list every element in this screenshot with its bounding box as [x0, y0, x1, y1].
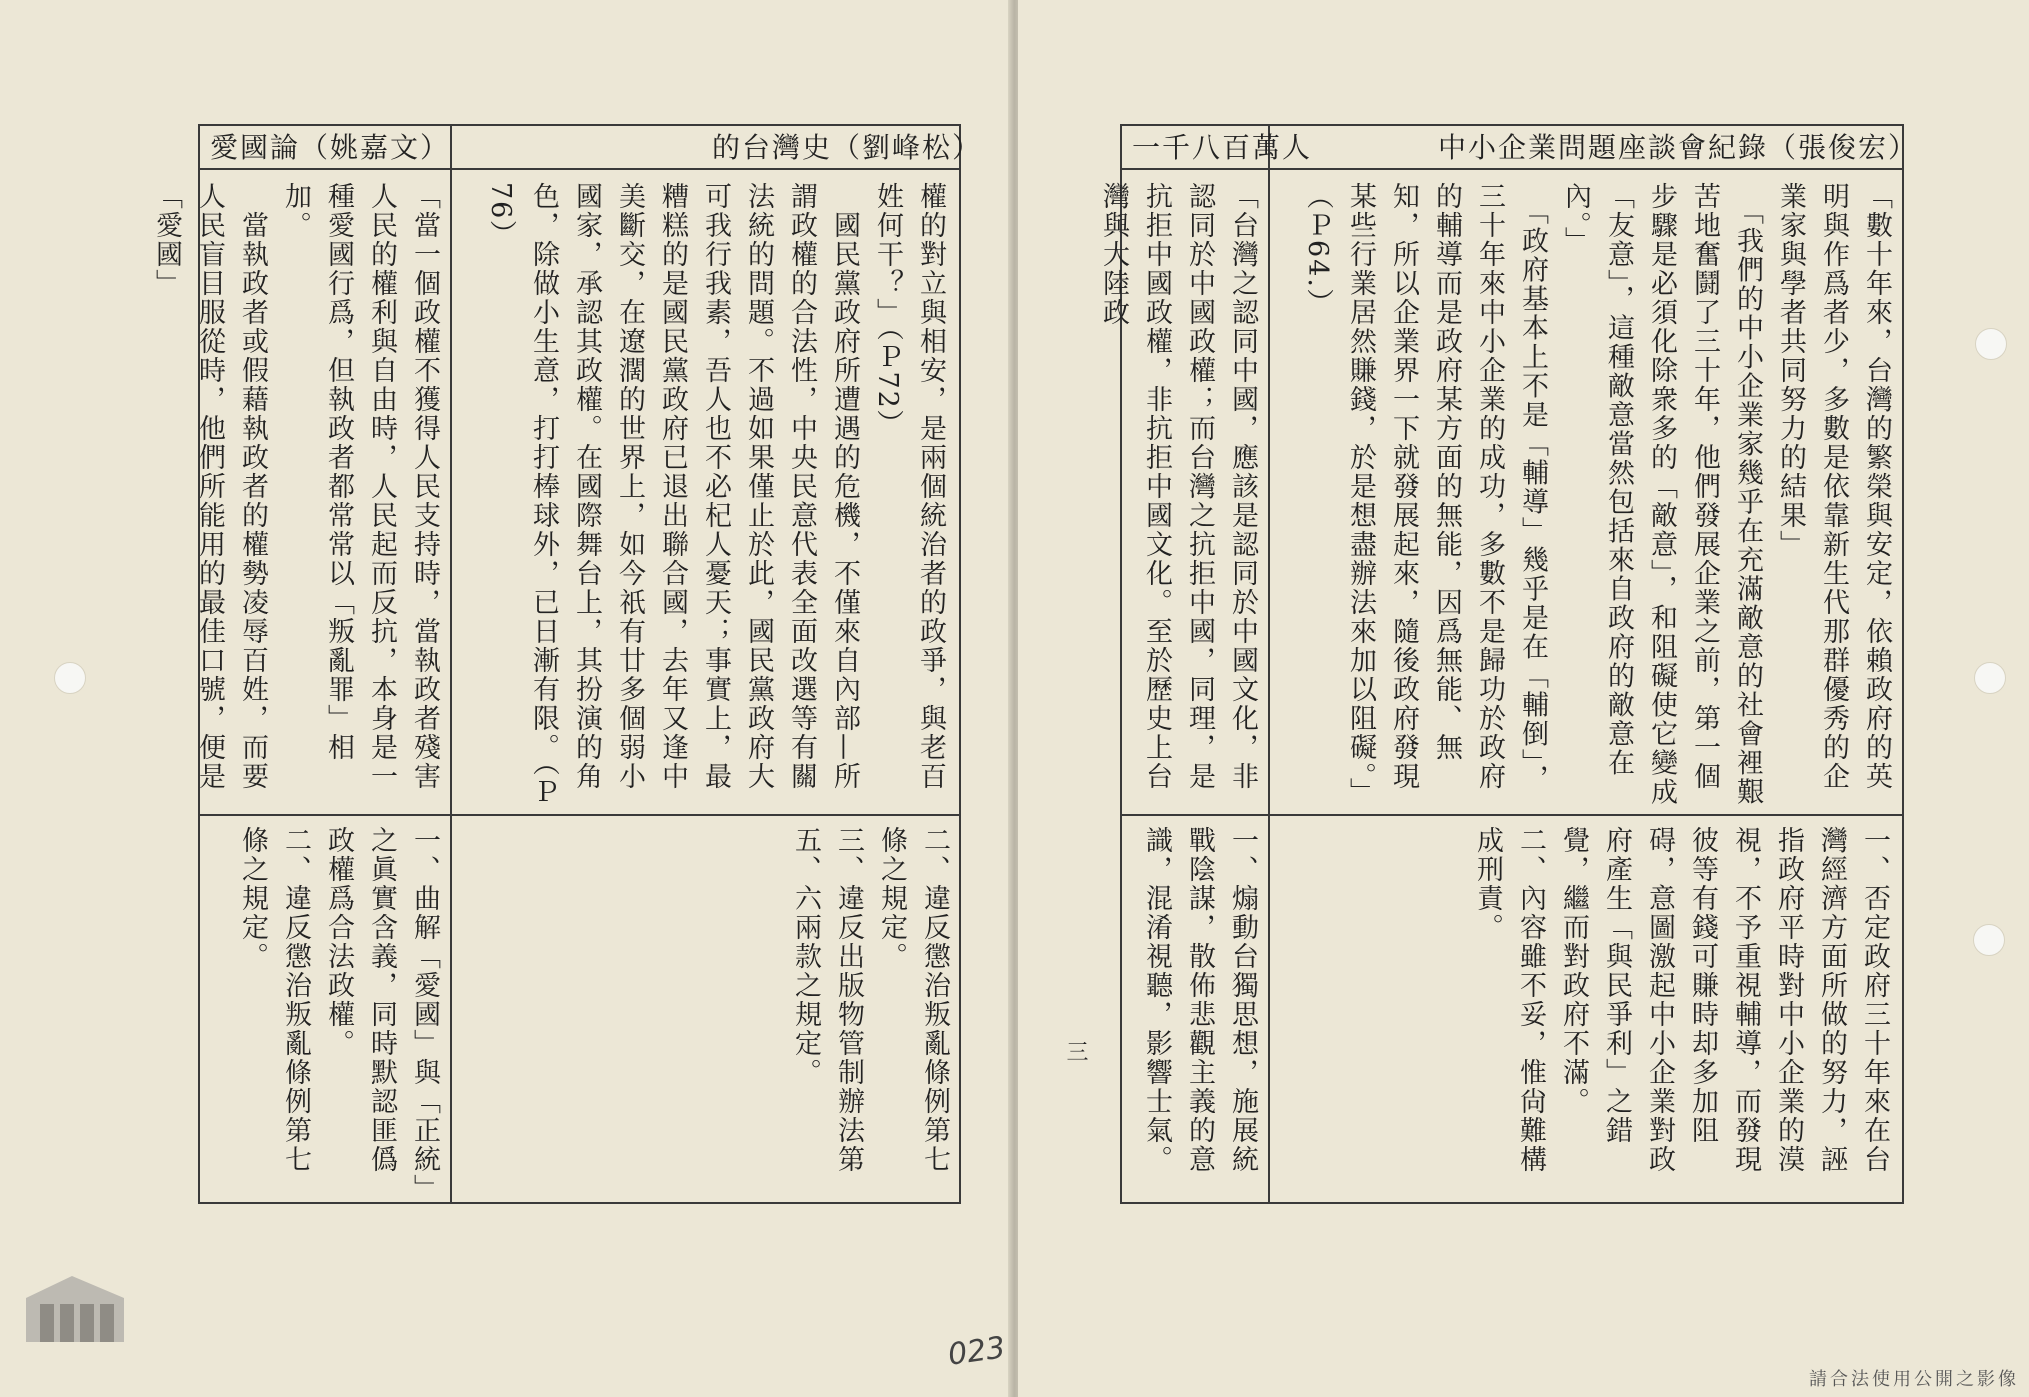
left-page — [0, 0, 1012, 1397]
header-right-article: 中小企業問題座談會紀錄（張俊宏） — [1438, 131, 1919, 164]
handwritten-page-number: 023 — [945, 1330, 1008, 1373]
header-right-article: 的台灣史（劉峰松） — [712, 131, 983, 164]
right-page-body-right: 「數十年來，台灣的繁榮與安定，依賴政府的英明與作爲者少，多數是依靠新生代那群優秀的企業家與學者共同努力的結果」 「我們的中小企業家幾乎在充滿敵意的社會裡艱苦地奮鬪了三十年，他們發展企業之前，第一個步驟是必須化除衆多的「敵意」，和阻礙使它變成「友意」，這種敵意當然包括來自政府的敵意在內。」 「政府基本上不是「輔導」幾乎是在「輔倒」，三十年來中小企業的成功，多數不是歸功於政府的輔導而是政府某方面的無能，因爲無能、無知，所以企業界一下就發展起來，隨後政府發現某些行業居然賺錢，於是想盡辦法來加以阻礙。」（Ｐ64.） — [1302, 182, 1892, 807]
notes-rule — [198, 814, 961, 816]
right-page-body-left: 「台灣之認同中國，應該是認同於中國文化，非認同於中國政權；而台灣之抗拒中國，同理，是抗拒中國政權，非抗拒中國文化。至於歷史上台灣與大陸政 — [1098, 182, 1258, 791]
header-left-article: 一千八百萬人 — [1132, 131, 1313, 164]
watermark-text: 請合法使用公開之影像 — [1809, 1369, 2019, 1390]
binding-hole — [1975, 328, 2007, 360]
right-page — [1018, 0, 2029, 1397]
header-rule — [198, 168, 961, 170]
header-left-article: 愛國論（姚嘉文） — [210, 131, 451, 164]
notes-rule — [1120, 814, 1904, 816]
right-page-notes-right: 一、否定政府三十年來在台灣經濟方面所做的努力，誣指政府平時對中小企業的漠視，不予重視輔導，而發現彼等有錢可賺時却多加阻碍，意圖激起中小企業對政府產生「與民爭利」之錯覺，繼而對政府不滿。 二、內容雖不妥，惟尙難構成刑責。 — [1472, 826, 1890, 1174]
binding-hole — [1974, 662, 2006, 694]
page-number: 三 — [1063, 1040, 1088, 1062]
column-divider — [1268, 124, 1270, 1204]
left-page-body-left: 「當一個政權不獲得人民支持時，當執政者殘害人民的權利與自由時，人民起而反抗，本身是一種愛國行爲，但執政者都常常以「叛亂罪」相加。 當執政者或假藉執政者的權勢凌辱百姓，而要人民盲目服從時，他們所能用的最佳口號，便是「愛國」 — [151, 182, 440, 791]
binding-hole — [54, 662, 86, 694]
binding-hole — [1973, 924, 2005, 956]
left-page-notes-right: 二、違反懲治叛亂條例第七條之規定。 三、違反出版物管制辦法第五、六兩款之規定。 — [790, 826, 950, 1174]
left-page-notes-left: 一、曲解「愛國」與「正統」之眞實含義，同時默認匪僞政權爲合法政權。 二、違反懲治叛亂條例第七條之規定。 — [237, 826, 440, 1190]
right-page-notes-left: 一、煽動台獨思想，施展統戰陰謀，散佈悲觀主義的意識，混淆視聽，影響士氣。 — [1141, 826, 1258, 1174]
header-rule — [1120, 168, 1904, 170]
archive-logo-icon — [20, 1272, 128, 1352]
left-page-body-right: 權的對立與相安，是兩個統治者的政爭，與老百姓何干？」（Ｐ72） 國民黨政府所遭遇的危機，不僅來自內部—所謂政權的合法性，中央民意代表全面改選等有關法統的問題。不過如果僅止於此，國民黨政府大可我行我素，吾人也不必杞人憂天；事實上，最糟糕的是國民黨政府已退出聯合國，去年又逢中美斷交，在遼濶的世界上，如今祇有廿多個弱小國家，承認其政權。在國際舞台上，其扮演的角色，除做小生意，打打棒球外，已日漸有限。（Ｐ76） — [485, 182, 946, 807]
column-divider — [450, 124, 452, 1204]
